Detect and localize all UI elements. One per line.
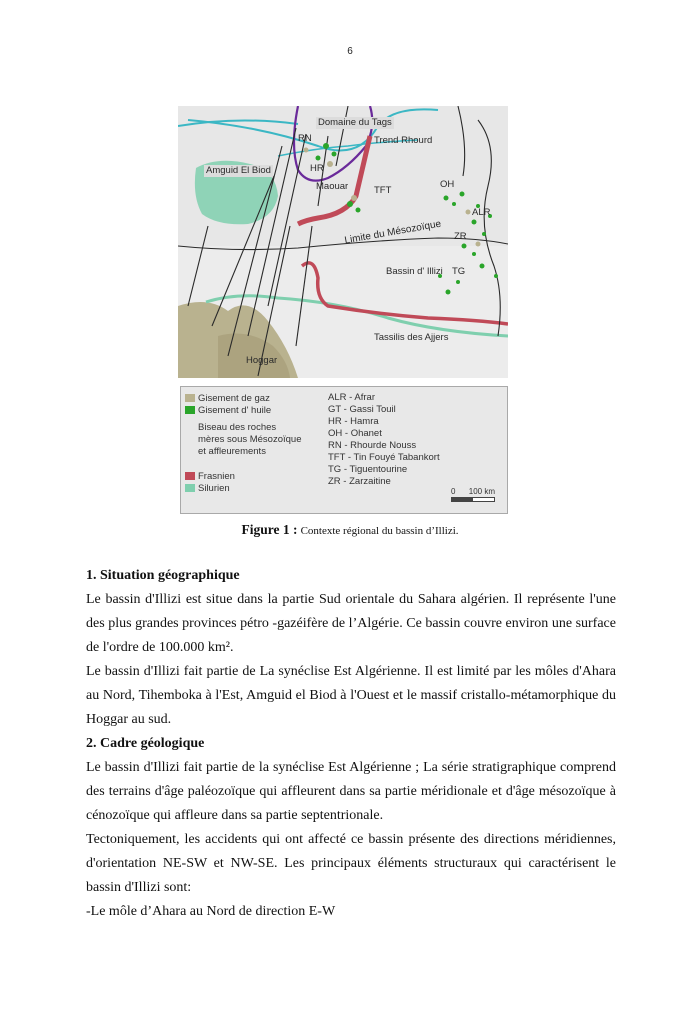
abbr-item: HR - Hamra (328, 416, 379, 427)
map-label-oh: OH (440, 179, 455, 190)
scale-bar (451, 487, 495, 502)
frasnien-swatch (185, 472, 195, 480)
map-legend (180, 386, 508, 514)
legend-frasnien (185, 470, 325, 482)
map-label-rn: RN (298, 133, 312, 144)
abbr-item: GT - Gassi Touil (328, 404, 396, 415)
paragraph: -Le môle d’Ahara au Nord de direction E-W (86, 904, 336, 919)
map-drawing (178, 106, 508, 378)
map-label-trend-rhourd: Trend Rhourd (374, 135, 433, 146)
map-label-alr: ALR (472, 207, 491, 218)
legend-biseau-line1: Biseau des roches (198, 422, 277, 433)
legend-biseau-line3: et affleurements (198, 446, 266, 457)
figure-caption (0, 522, 700, 538)
legend-gas (185, 392, 325, 404)
legend-symbols (185, 392, 325, 494)
section-heading: 2. Cadre géologique (86, 736, 205, 751)
legend-gas-label: Gisement de gaz (198, 392, 270, 404)
caption-label: Figure 1 : (241, 522, 298, 537)
legend-oil (185, 404, 325, 416)
abbr-item: ALR - Afrar (328, 392, 375, 403)
map-label-hoggar: Hoggar (246, 355, 278, 366)
paragraph: Tectoniquement, les accidents qui ont affecté ce bassin présente des directions méridiennes, d'orientation NE-SW et NW-SE. Les principaux éléments structuraux qui caractérisent le bassin d'Illizi sont: (86, 832, 616, 895)
legend-silurien (185, 482, 325, 494)
abbr-item: TFT - Tin Fouyé Tabankort (328, 452, 440, 463)
scale-start: 0 (451, 487, 456, 496)
caption-text: Contexte régional du bassin d’Illizi. (300, 525, 459, 537)
map-label-domaine: Domaine du Tags (318, 117, 392, 128)
paragraph: Le bassin d'Illizi fait partie de la synéclise Est Algérienne ; La série stratigraphique comprend des terrains d'âge paléozoïque qui affleurent dans sa partie méridionale et d'âge mésozoïque à cénozoïque qui affleure dans sa partie septentrionale. (86, 760, 616, 823)
abbr-item: OH - Ohanet (328, 428, 382, 439)
abbr-item: ZR - Zarzaitine (328, 476, 391, 487)
legend-oil-label: Gisement d' huile (198, 404, 272, 416)
map-label-hr: HR (310, 163, 324, 174)
map-label-zr: ZR (454, 231, 467, 242)
legend-silurien-label: Silurien (198, 482, 230, 494)
paragraph: Le bassin d'Illizi est situe dans la partie Sud orientale du Sahara algérien. Il représente l'une des plus grandes provinces pétro -gazéifère de l’Algérie. Ce bassin couvre environ une surface de l'ordre de 100.000 km². (86, 592, 616, 655)
gas-swatch (185, 394, 195, 402)
section-2 (86, 732, 616, 924)
scale-end: 100 km (468, 487, 495, 496)
page-number: 6 (347, 46, 353, 57)
section-1 (86, 564, 616, 732)
section-heading: 1. Situation géographique (86, 568, 240, 583)
map-label-bassin-illizi: Bassin d' Illizi (386, 266, 443, 277)
oil-swatch (185, 406, 195, 414)
map-label-tg: TG (452, 266, 466, 277)
map-label-tassilis: Tassilis des Ajjers (374, 332, 449, 343)
map-label-tft: TFT (374, 185, 392, 196)
legend-frasnien-label: Frasnien (198, 470, 235, 482)
silurien-swatch (185, 484, 195, 492)
paragraph: Le bassin d'Illizi fait partie de La synéclise Est Algérienne. Il est limité par les môles d'Ahara au Nord, Tihemboka à l'Est, Amguid el Biod à l'Ouest et le massif cristallo-métamorphique du Hoggar au sud. (86, 664, 616, 727)
legend-abbreviations (328, 392, 440, 488)
legend-biseau-line2: mères sous Mésozoïque (198, 434, 302, 445)
map-label-maouar: Maouar (316, 181, 349, 192)
scale-bar-graphic (451, 497, 495, 502)
abbr-item: TG - Tiguentourine (328, 464, 408, 475)
abbr-item: RN - Rhourde Nouss (328, 440, 417, 451)
map-label-limite: Limite du Mésozoïque (343, 218, 442, 247)
regional-map (178, 106, 508, 378)
map-label-amguid: Amguid El Biod (206, 165, 271, 176)
